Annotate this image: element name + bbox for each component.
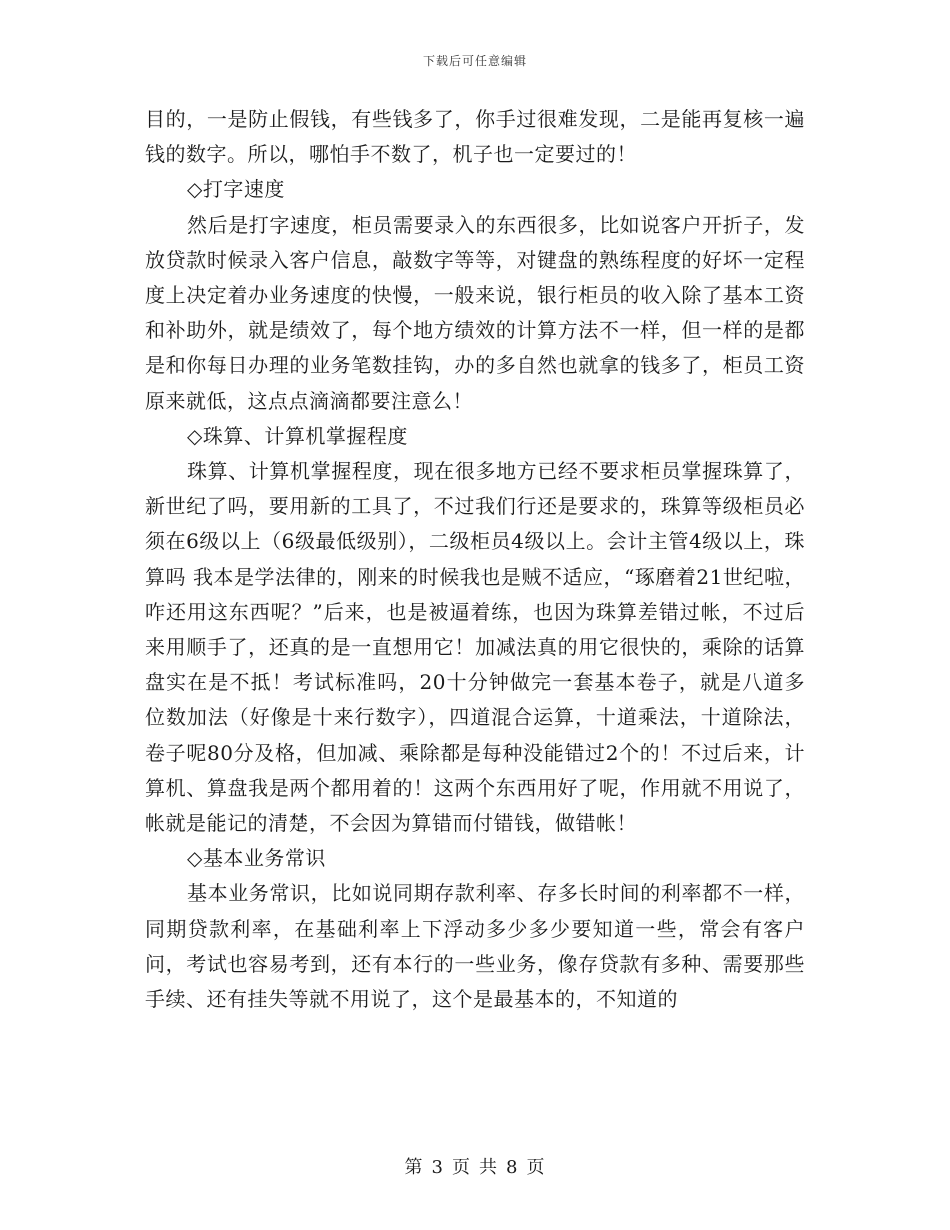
page-header: 下载后可任意编辑	[422, 54, 527, 68]
paragraph-typing-speed: 然后是打字速度，柜员需要录入的东西很多，比如说客户开折子，发放贷款时候录入客户信息，敲数字等等，对键盘的熟练程度的好坏一定程度上决定着办业务速度的快慢，一般来说，银行柜员的收入除了基本工资和补助外，就是绩效了，每个地方绩效的计算方法不一样，但一样的是都是和你每日办理的业务笔数挂钩，办的多自然也就拿的钱多了，柜员工资原来就低，这点点滴滴都要注意么！	[145, 212, 805, 413]
paragraph-business-knowledge: 基本业务常识，比如说同期存款利率、存多长时间的利率都不一样，同期贷款利率，在基础利率上下浮动多少多少要知道一些，常会有客户问，考试也容易考到，还有本行的一些业务，像存贷款有多种、需要那些手续、还有挂失等就不用说了，这个是最基本的，不知道的	[145, 881, 805, 1012]
footer-label-total-pre: 共	[479, 1157, 498, 1178]
section-heading-abacus-computer: ◇珠算、计算机掌握程度	[187, 423, 408, 448]
footer-label-pre: 第	[404, 1157, 424, 1178]
document-body	[145, 102, 805, 1017]
paragraph-continued: 目的，一是防止假钱，有些钱多了，你手过很难发现，二是能再复核一遍钱的数字。所以，哪怕手不数了，机子也一定要过的！	[145, 107, 805, 167]
footer-label-post: 页	[526, 1157, 546, 1178]
page-footer	[0, 1153, 950, 1179]
page-number-current: 3	[431, 1157, 444, 1178]
page-number-total: 8	[506, 1157, 519, 1178]
paragraph-abacus-computer: 珠算、计算机掌握程度，现在很多地方已经不要求柜员掌握珠算了，新世纪了吗，要用新的工具了，不过我们行还是要求的，珠算等级柜员必须在6级以上（6级最低级别），二级柜员4级以上。会计主管4级以上，珠算吗 我本是学法律的，刚来的时候我也是贼不适应，“琢磨着21世纪啦，咋还用这东西呢？”后来，也是被逼着练，也因为珠算差错过帐，不过后来用顺手了，还真的是一直想用它！加减法真的用它很快的，乘除的话算盘实在是不抵！考试标准吗，20十分钟做完一套基本卷子，就是八道多位数加法（好像是十来行数字），四道混合运算，十道乘法，十道除法，卷子呢80分及格，但加减、乘除都是每种没能错过2个的！不过后来，计算机、算盘我是两个都用着的！这两个东西用好了呢，作用就不用说了，帐就是能记的清楚，不会因为算错而付错钱，做错帐！	[145, 459, 805, 836]
footer-label-page: 页	[452, 1157, 471, 1178]
section-heading-business-knowledge: ◇基本业务常识	[187, 846, 326, 871]
section-heading-typing-speed: ◇打字速度	[187, 177, 285, 202]
